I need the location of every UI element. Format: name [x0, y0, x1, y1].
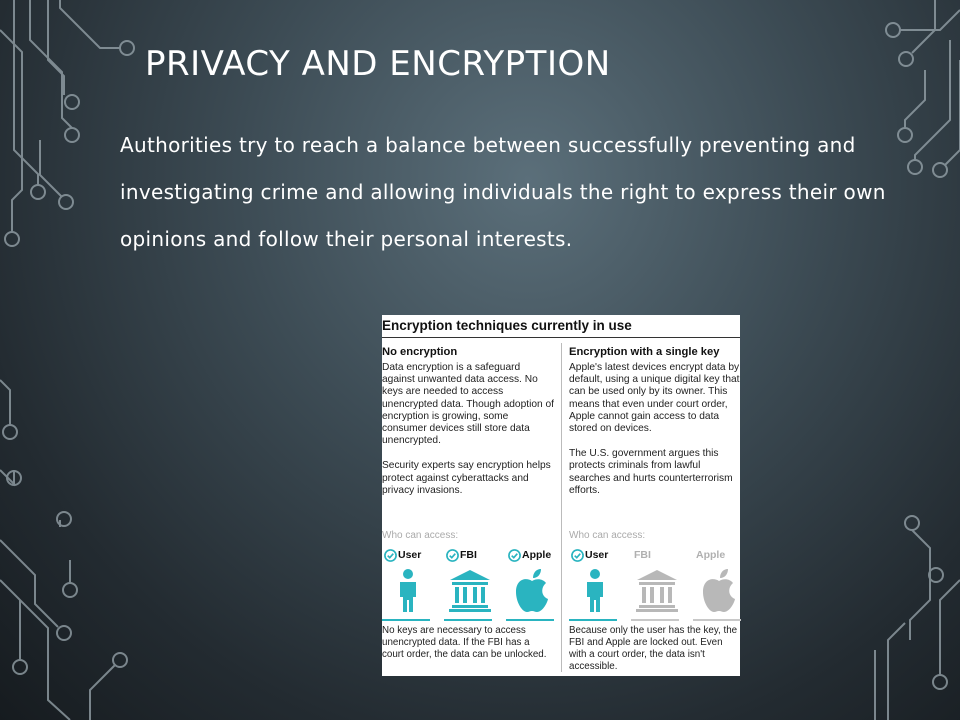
column-heading: No encryption — [382, 346, 458, 358]
apple-logo-icon — [508, 566, 556, 614]
person-icon — [571, 566, 619, 614]
infographic-title: Encryption techniques currently in use — [382, 318, 632, 333]
who-can-access-label: Who can access: — [569, 530, 646, 541]
access-label: Apple — [696, 549, 726, 561]
apple-logo-icon — [695, 566, 743, 614]
access-label: FBI — [460, 549, 477, 561]
column-divider — [561, 343, 562, 672]
access-label: User — [585, 549, 609, 561]
access-label: FBI — [634, 549, 651, 561]
access-underline — [444, 619, 492, 621]
check-circle-icon — [384, 549, 397, 562]
column-paragraph: The U.S. government argues this protects criminals from lawful searches and hurts counterterrorism efforts. — [569, 448, 733, 496]
access-label: Apple — [522, 549, 552, 561]
bank-building-icon — [633, 566, 681, 614]
access-label: User — [398, 549, 422, 561]
access-underline — [631, 619, 679, 621]
access-caption: Because only the user has the key, the FBI and Apple are locked out. Even with a court order, the data isn't accessible. — [569, 625, 738, 672]
access-underline — [569, 619, 617, 621]
who-can-access-label: Who can access: — [382, 530, 459, 541]
title-rule — [382, 337, 740, 338]
slide-body-text: Authorities try to reach a balance between successfully preventing and investigating crime and allowing individuals the right to express their own opinions and follow their personal interests. — [120, 133, 886, 251]
no-encryption-column — [382, 345, 554, 497]
access-underline — [382, 619, 430, 621]
encryption-infographic — [382, 315, 740, 676]
person-icon — [384, 566, 432, 614]
column-paragraph: Security experts say encryption helps protect against cyberattacks and privacy invasions. — [382, 460, 551, 496]
check-circle-icon — [571, 549, 584, 562]
check-circle-icon — [508, 549, 521, 562]
access-underline — [506, 619, 554, 621]
column-heading: Encryption with a single key — [569, 346, 720, 358]
slide-title: PRIVACY AND ENCRYPTION — [145, 44, 611, 84]
column-paragraph: Data encryption is a safeguard against unwanted data access. No keys are needed to access unencrypted data. Though adoption of encryption is growing, some consumer devices still store data unencrypted. — [382, 362, 555, 447]
bank-building-icon — [446, 566, 494, 614]
column-paragraph: Apple's latest devices encrypt data by default, using a unique digital key that can be used only by its owner. This means that even under court order, Apple cannot gain access to data stored on devices. — [569, 362, 740, 435]
access-caption: No keys are necessary to access unencrypted data. If the FBI has a court order, the data can be unlocked. — [382, 625, 547, 660]
single-key-column — [569, 345, 740, 497]
access-underline — [693, 619, 741, 621]
check-circle-icon — [446, 549, 459, 562]
